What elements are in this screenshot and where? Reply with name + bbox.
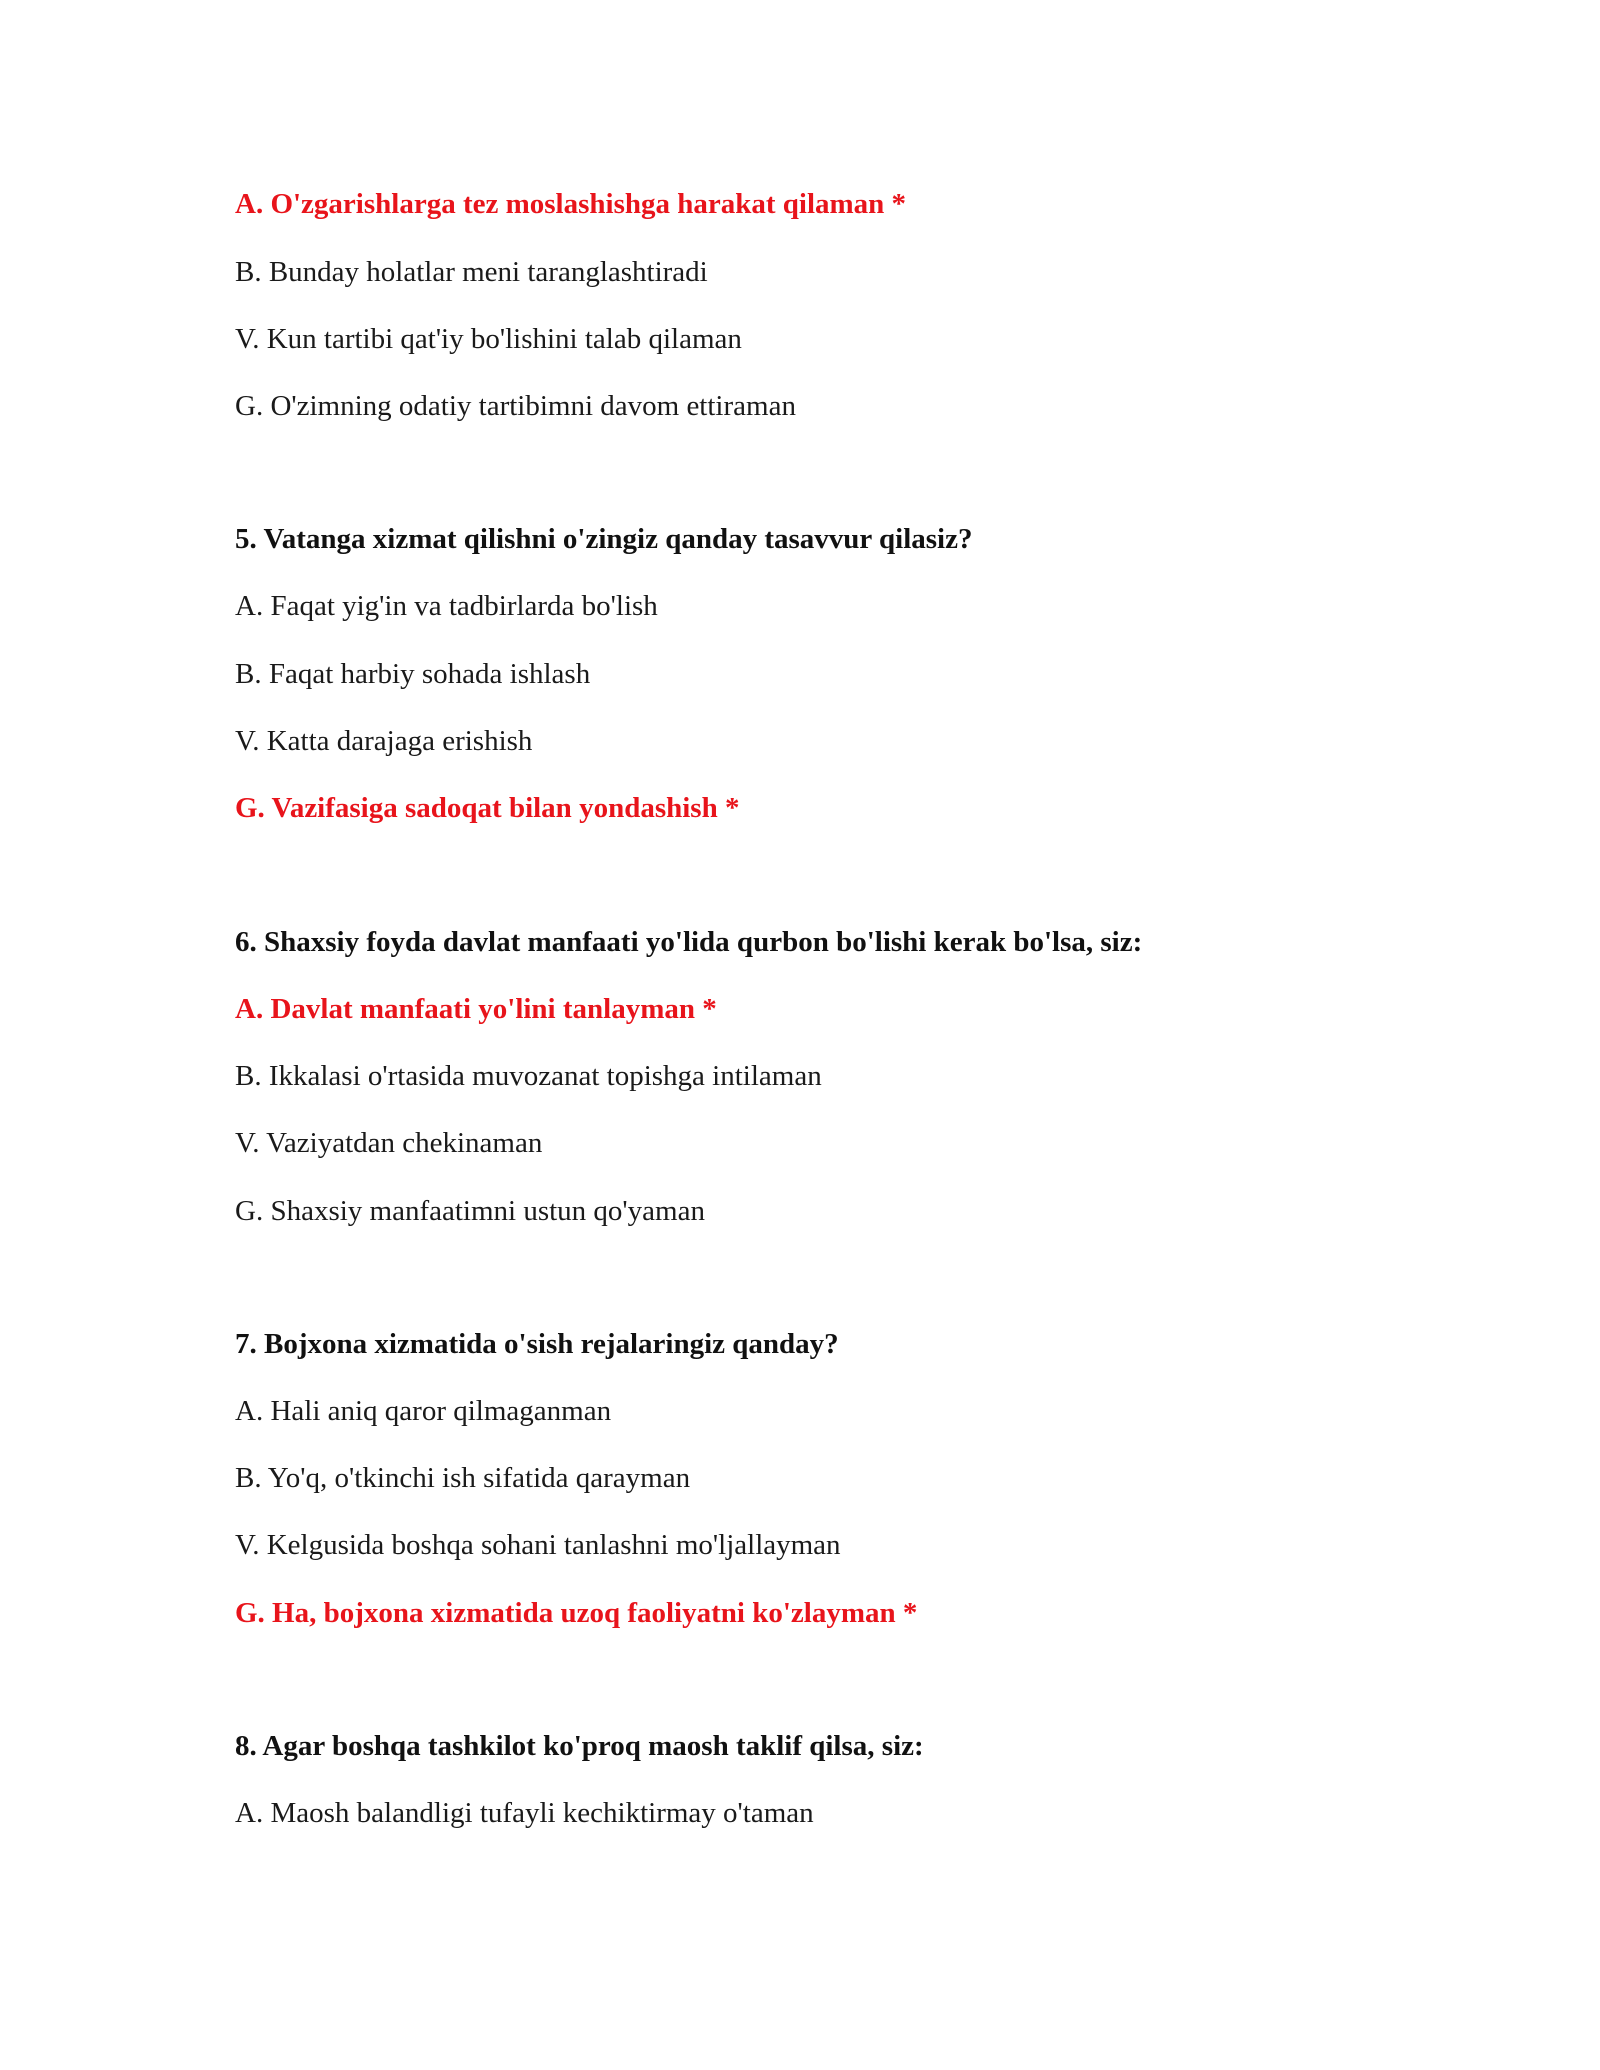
answer-option: B. Bunday holatlar meni taranglashtiradi [235, 256, 708, 288]
answer-option-correct: G. Vazifasiga sadoqat bilan yondashish * [235, 792, 740, 824]
answer-option: B. Yo'q, o'tkinchi ish sifatida qarayman [235, 1462, 691, 1494]
answer-option: A. Maosh balandligi tufayli kechiktirmay o'taman [235, 1797, 814, 1829]
answer-option: V. Kun tartibi qat'iy bo'lishini talab qilaman [235, 323, 742, 355]
answer-option: G. O'zimning odatiy tartibimni davom ettiraman [235, 390, 796, 422]
question-6: 6. Shaxsiy foyda davlat manfaati yo'lida qurbon bo'lishi kerak bo'lsa, siz: [235, 926, 1143, 958]
question-7: 7. Bojxona xizmatida o'sish rejalaringiz qanday? [235, 1328, 839, 1360]
answer-option: B. Ikkalasi o'rtasida muvozanat topishga intilaman [235, 1060, 822, 1092]
answer-option: V. Kelgusida boshqa sohani tanlashni mo'ljallayman [235, 1529, 841, 1561]
answer-option-correct: A. Davlat manfaati yo'lini tanlayman * [235, 993, 717, 1025]
answer-option: V. Vaziyatdan chekinaman [235, 1127, 543, 1159]
question-8: 8. Agar boshqa tashkilot ko'proq maosh taklif qilsa, siz: [235, 1730, 924, 1762]
answer-option: G. Shaxsiy manfaatimni ustun qo'yaman [235, 1195, 705, 1227]
answer-option-correct: A. O'zgarishlarga tez moslashishga harakat qilaman * [235, 188, 907, 220]
answer-option: A. Faqat yig'in va tadbirlarda bo'lish [235, 590, 658, 622]
answer-option: V. Katta darajaga erishish [235, 725, 533, 757]
answer-option: A. Hali aniq qaror qilmaganman [235, 1395, 612, 1427]
question-5: 5. Vatanga xizmat qilishni o'zingiz qanday tasavvur qilasiz? [235, 523, 973, 555]
answer-option: B. Faqat harbiy sohada ishlash [235, 658, 591, 690]
answer-option-correct: G. Ha, bojxona xizmatida uzoq faoliyatni ko'zlayman * [235, 1597, 918, 1629]
